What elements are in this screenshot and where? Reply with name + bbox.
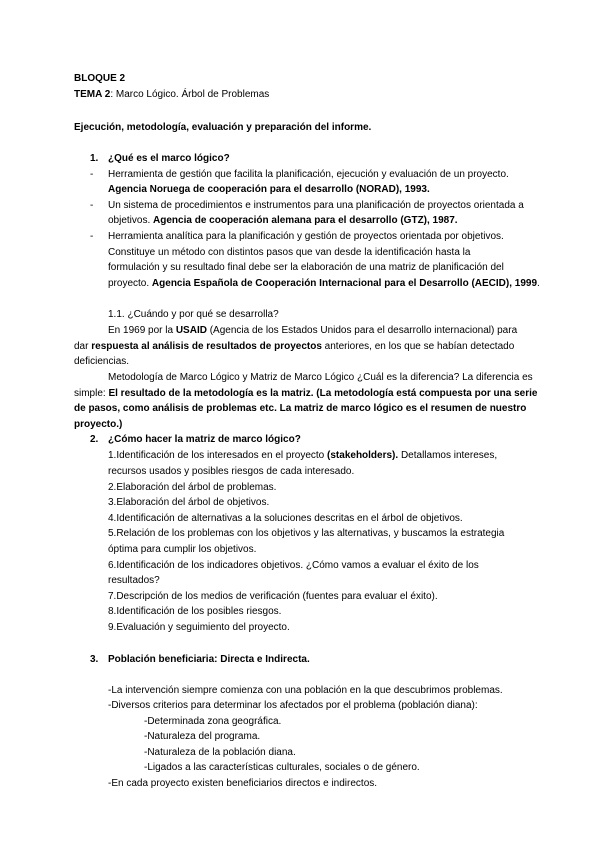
step1-line2: recursos usados y posibles riesgos de cada interesado. [108,466,355,477]
bullet2-source: Agencia de cooperación alemana para el desarrollo (GTZ), 1987. [153,215,458,226]
bullet3-line4 [108,276,540,292]
bullet2-text: objetivos. [108,215,154,226]
bullet-dash: - [90,169,94,180]
paragraph1-line1 [108,323,517,339]
population-line2: -Diversos criterios para determinar los afectados por el problema (población diana): [108,700,478,711]
text: dar [74,341,92,352]
section2-number: 2. [90,434,99,445]
step9: 9.Evaluación y seguimiento del proyecto. [108,622,290,633]
section3-number: 3. [90,654,99,665]
section1-number: 1. [90,153,99,164]
step1-line1 [108,448,497,464]
text: (Agencia de los Estados Unidos para el desarrollo internacional) para [206,325,518,336]
paragraph1-line2 [74,339,514,355]
bullet3-source: Agencia Española de Cooperación Internacional para el Desarrollo (AECID), 1999 [151,278,538,289]
step5-line2: óptima para cumplir los objetivos. [108,544,257,555]
bullet3-period: . [537,278,540,289]
criterion-4: -Ligados a las características culturales, sociales o de género. [144,762,420,773]
theme-text: : Marco Lógico. Árbol de Problemas [110,89,270,100]
bullet3-line2: Constituye un método con distintos pasos que van desde la identificación hasta la [108,247,471,258]
paragraph2-line2 [74,386,537,402]
bullet-dash: - [90,231,94,242]
theme-label: TEMA 2 [74,89,111,100]
bullet3-line3: formulación y su resultado final debe ser la elaboración de una matriz de planificación del [108,262,504,273]
step8: 8.Identificación de los posibles riesgos. [108,606,282,617]
step3: 3.Elaboración del árbol de objetivos. [108,497,270,508]
paragraph2-line4: proyecto.) [74,419,123,430]
section3-title: Población beneficiaria: Directa e Indirecta. [108,654,310,665]
step2: 2.Elaboración del árbol de problemas. [108,482,277,493]
population-line3: -En cada proyecto existen beneficiarios directos e indirectos. [108,778,378,789]
bullet1-line1: Herramienta de gestión que facilita la planificación, ejecución y evaluación de un proyecto. [108,169,509,180]
paragraph2-line3: de pasos, como análisis de problemas etc. La matriz de marco lógico es el resumen de nuestro [74,403,527,414]
subsection-title: 1.1. ¿Cuándo y por qué se desarrolla? [108,309,279,320]
criterion-3: -Naturaleza de la población diana. [144,747,296,758]
text: 1.Identificación de los interesados en el proyecto [108,450,328,461]
section1-title: ¿Qué es el marco lógico? [108,153,230,164]
block-title: BLOQUE 2 [74,73,126,84]
document-subtitle: Ejecución, metodología, evaluación y preparación del informe. [74,122,372,133]
emphasis: El resultado de la metodología es la matriz. (La metodología está compuesta por una serie [108,388,538,399]
text: anteriores, en los que se habían detectado [321,341,515,352]
bullet3-text: proyecto. [108,278,152,289]
bullet2-line2 [108,213,458,229]
emphasis: respuesta al análisis de resultados de proyectos [91,341,322,352]
usaid-label: USAID [175,325,207,336]
bullet-dash: - [90,200,94,211]
text: simple: [74,388,109,399]
criterion-2: -Naturaleza del programa. [144,731,261,742]
text: En 1969 por la [108,325,176,336]
step5-line1: 5.Relación de los problemas con los objetivos y las alternativas, y buscamos la estrategia [108,528,505,539]
bullet3-line1: Herramienta analítica para la planificación y gestión de proyectos orientada por objetivos. [108,231,504,242]
section2-title: ¿Cómo hacer la matriz de marco lógico? [108,434,301,445]
paragraph1-line3: deficiencias. [74,356,130,367]
bullet2-line1: Un sistema de procedimientos e instrumentos para una planificación de proyectos orientada a [108,200,524,211]
bullet1-source: Agencia Noruega de cooperación para el desarrollo (NORAD), 1993. [108,184,430,195]
criterion-1: -Determinada zona geográfica. [144,716,282,727]
text: Detallamos intereses, [398,450,498,461]
step6-line1: 6.Identificación de los indicadores objetivos. ¿Cómo vamos a evaluar el éxito de los [108,560,479,571]
paragraph2-line1: Metodología de Marco Lógico y Matriz de Marco Lógico ¿Cuál es la diferencia? La diferencia es [108,372,533,383]
step4: 4.Identificación de alternativas a la soluciones descritas en el árbol de objetivos. [108,513,463,524]
step6-line2: resultados? [108,575,160,586]
theme-title [74,87,269,103]
step7: 7.Descripción de los medios de verificación (fuentes para evaluar el éxito). [108,591,438,602]
population-line1: -La intervención siempre comienza con una población en la que descubrimos problemas. [108,685,503,696]
stakeholders-label: (stakeholders). [327,450,399,461]
